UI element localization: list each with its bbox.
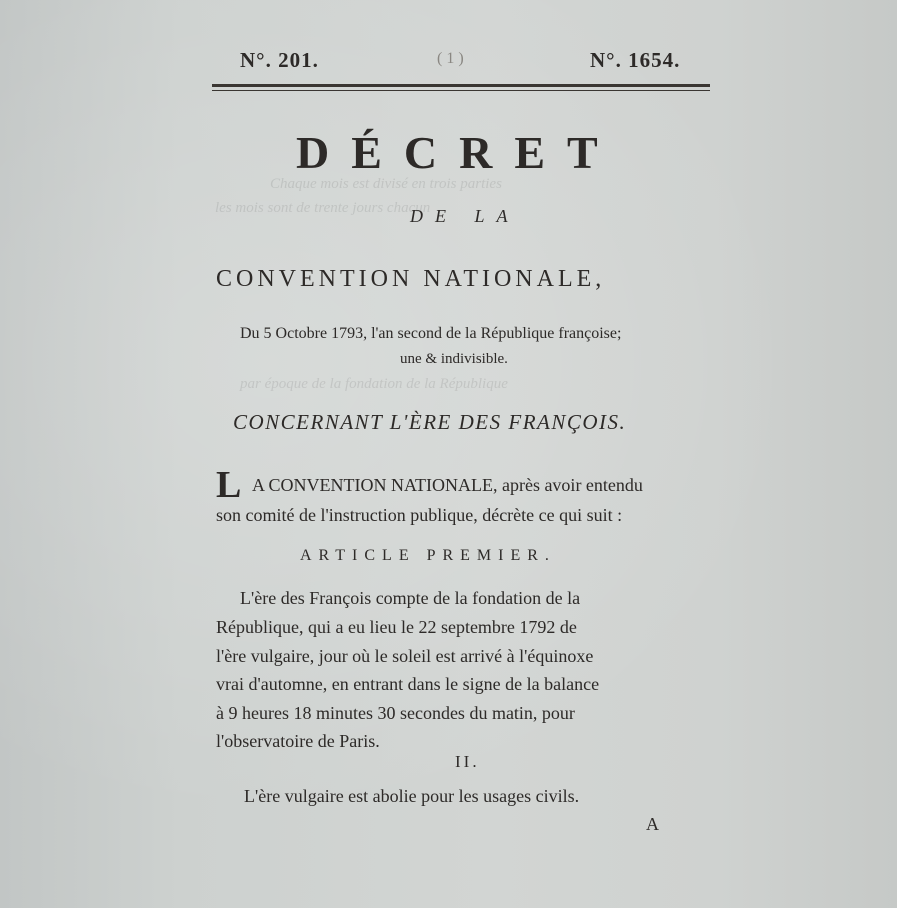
- article-line: L'ère des François compte de la fondation de la: [240, 588, 581, 608]
- header-rule-thick: [212, 84, 710, 87]
- article-line: République, qui a eu lieu le 22 septembre 1792 de: [216, 617, 577, 637]
- preamble-line: A CONVENTION NATIONALE, après avoir entendu: [252, 475, 643, 495]
- article-line: vrai d'automne, en entrant dans le signe de la balance: [216, 674, 600, 694]
- issuing-body: CONVENTION NATIONALE,: [216, 266, 606, 292]
- article-heading: ARTICLE PREMIER.: [300, 547, 556, 564]
- preamble-line: son comité de l'instruction publique, décrète ce qui suit :: [216, 505, 623, 525]
- article-line: l'observatoire de Paris.: [216, 731, 380, 751]
- catchword: A: [646, 814, 659, 834]
- document-title: DÉCRET: [296, 127, 620, 178]
- article-line: l'ère vulgaire, jour où le soleil est arrivé à l'équinoxe: [216, 646, 594, 666]
- date-line-continued: une & indivisible.: [400, 351, 508, 367]
- article-line: à 9 heures 18 minutes 30 secondes du matin, pour: [216, 703, 575, 723]
- bleed-through: les mois sont de trente jours chacun: [215, 200, 431, 216]
- article-line: L'ère vulgaire est abolie pour les usages civils.: [244, 786, 580, 806]
- article-heading: II.: [455, 752, 480, 771]
- document-subtitle: DE LA: [410, 206, 520, 226]
- page-mark: ( 1 ): [437, 50, 464, 67]
- bleed-through: Chaque mois est divisé en trois parties: [270, 176, 502, 192]
- issue-number-left: N°. 201.: [240, 48, 319, 72]
- drop-cap: L: [216, 464, 242, 506]
- bleed-through: par époque de la fondation de la République: [240, 376, 508, 392]
- date-line: Du 5 Octobre 1793, l'an second de la République françoise;: [240, 325, 622, 342]
- decree-subject: CONCERNANT L'ÈRE DES FRANÇOIS.: [233, 410, 627, 434]
- issue-number-right: N°. 1654.: [590, 48, 681, 72]
- header-rule-thin: [212, 90, 710, 91]
